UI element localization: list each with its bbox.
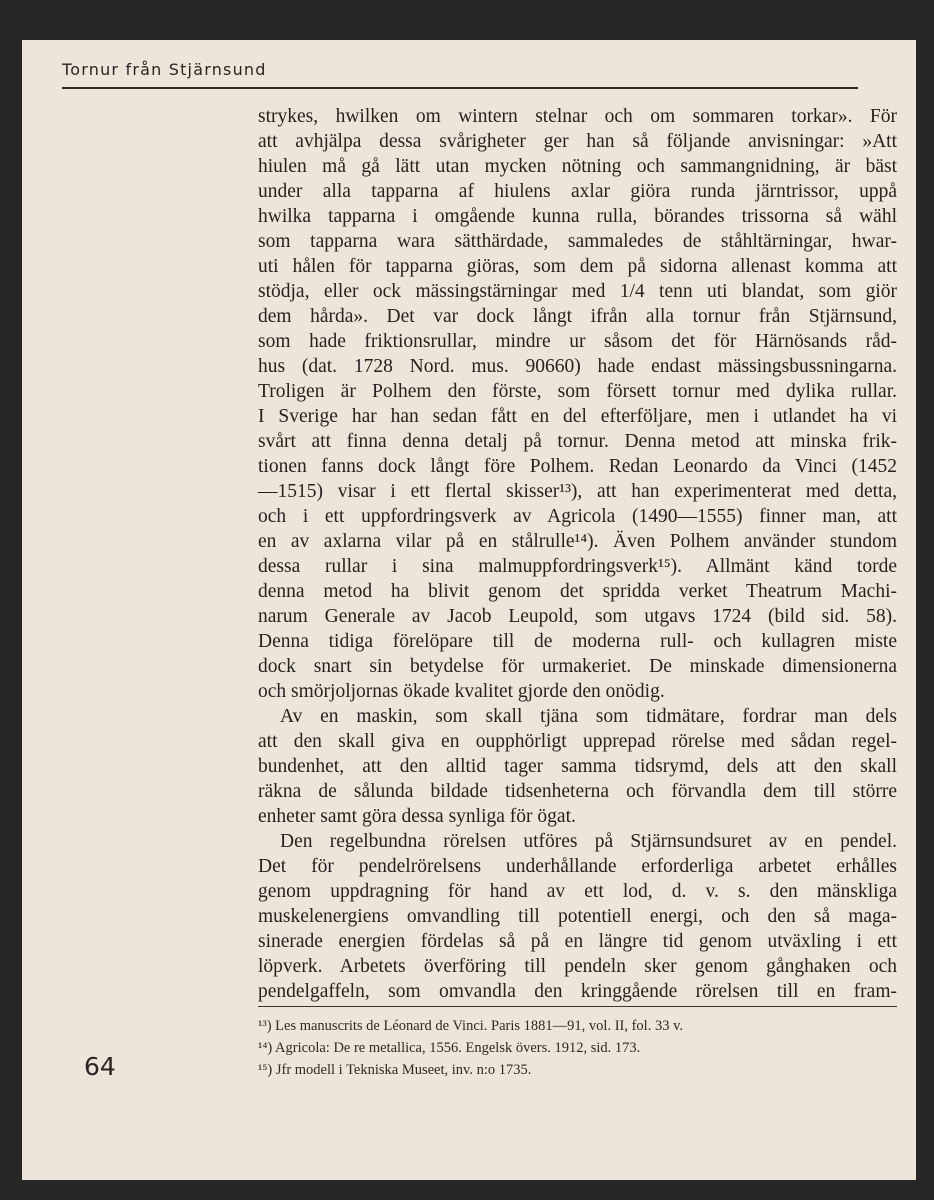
footnote: ¹³) Les manuscrits de Léonard de Vinci. Paris 1881—91, vol. II, fol. 33 v. [258, 1018, 684, 1034]
text-line: pendelgaffeln, som omvandla den kringgående rörelsen till en fram- [258, 981, 897, 1002]
text-line: och smörjoljornas ökade kvalitet gjorde den onödig. [258, 681, 665, 702]
text-line: —1515) visar i ett flertal skisser¹³), att han experimenterat med detta, [258, 481, 897, 502]
text-line: Den regelbundna rörelsen utföres på Stjärnsundsuret av en pendel. [280, 831, 897, 852]
footnote: ¹⁵) Jfr modell i Tekniska Museet, inv. n:o 1735. [258, 1062, 532, 1078]
text-line: hus (dat. 1728 Nord. mus. 90660) hade endast mässingsbussningarna. [258, 356, 897, 377]
header-rule [62, 87, 858, 89]
text-line: som tapparna wara sätthärdade, sammaledes de ståhltärningar, hwar- [258, 231, 897, 252]
text-line: Av en maskin, som skall tjäna som tidmätare, fordrar man dels [280, 706, 897, 727]
text-line: tionen fanns dock långt före Polhem. Redan Leonardo da Vinci (1452 [258, 456, 897, 477]
text-line: att den skall giva en oupphörligt upprepad rörelse med sådan regel- [258, 731, 897, 752]
text-line: narum Generale av Jacob Leupold, som utgavs 1724 (bild sid. 58). [258, 606, 897, 627]
text-line: enheter samt göra dessa synliga för ögat. [258, 806, 576, 827]
text-line: löpverk. Arbetets överföring till pendeln sker genom gånghaken och [258, 956, 897, 977]
text-line: strykes, hwilken om wintern stelnar och om sommaren torkar». För [258, 106, 897, 127]
text-line: hwilka tapparna i omgående kunna rulla, börandes trissorna så wähl [258, 206, 897, 227]
text-line: som hade friktionsrullar, mindre ur såsom det för Härnösands råd- [258, 331, 897, 352]
text-line: räkna de sålunda bildade tidsenheterna och förvandla dem till större [258, 781, 897, 802]
text-line: svårt att finna denna detalj på tornur. Denna metod att minska frik- [258, 431, 897, 452]
page-number: 64 [84, 1052, 116, 1081]
text-line: muskelenergiens omvandling till potentiell energi, och den så maga- [258, 906, 897, 927]
text-line: en av axlarna vilar på en stålrulle¹⁴). Även Polhem använder stundom [258, 531, 897, 552]
footnotes [258, 1015, 683, 1081]
text-line: sinerade energien fördelas så på en längre tid genom utväxling i ett [258, 931, 897, 952]
document-page [22, 40, 916, 1180]
text-line: dock snart sin betydelse för urmakeriet. De minskade dimensionerna [258, 656, 897, 677]
text-line: uti hålen för tapparna giöras, som dem på sidorna allenast komma att [258, 256, 897, 277]
text-line: stödja, eller ock mässingstärningar med 1/4 tenn uti blandat, som giör [258, 281, 897, 302]
text-line: dem hårda». Det var dock långt ifrån alla tornur från Stjärnsund, [258, 306, 897, 327]
text-line: I Sverige har han sedan fått en del efterföljare, men i utlandet ha vi [258, 406, 897, 427]
text-line: Troligen är Polhem den förste, som försett tornur med dylika rullar. [258, 381, 897, 402]
footnote-rule [258, 1006, 897, 1007]
text-line: hiulen må gå lätt utan mycken nötning och sammangnidning, är bäst [258, 156, 897, 177]
text-line: bundenhet, att den alltid tager samma tidsrymd, dels att den skall [258, 756, 897, 777]
text-line: att avhjälpa dessa svårigheter ger han så följande anvisningar: »Att [258, 131, 897, 152]
text-line: denna metod ha blivit genom det spridda verket Theatrum Machi- [258, 581, 897, 602]
text-line: och i ett uppfordringsverk av Agricola (1490—1555) finner man, att [258, 506, 897, 527]
running-header: Tornur från Stjärnsund [62, 60, 267, 79]
body-text [258, 104, 897, 1004]
text-line: Denna tidiga förelöpare till de moderna rull- och kullagren miste [258, 631, 897, 652]
text-line: under alla tapparna af hiulens axlar giöra runda järntrissor, uppå [258, 181, 897, 202]
footnote: ¹⁴) Agricola: De re metallica, 1556. Engelsk övers. 1912, sid. 173. [258, 1040, 641, 1056]
text-line: Det för pendelrörelsens underhållande erforderliga arbetet erhålles [258, 856, 897, 877]
text-line: dessa rullar i sina malmuppfordringsverk¹⁵). Allmänt känd torde [258, 556, 897, 577]
text-line: genom uppdragning för hand av ett lod, d. v. s. den mänskliga [258, 881, 897, 902]
